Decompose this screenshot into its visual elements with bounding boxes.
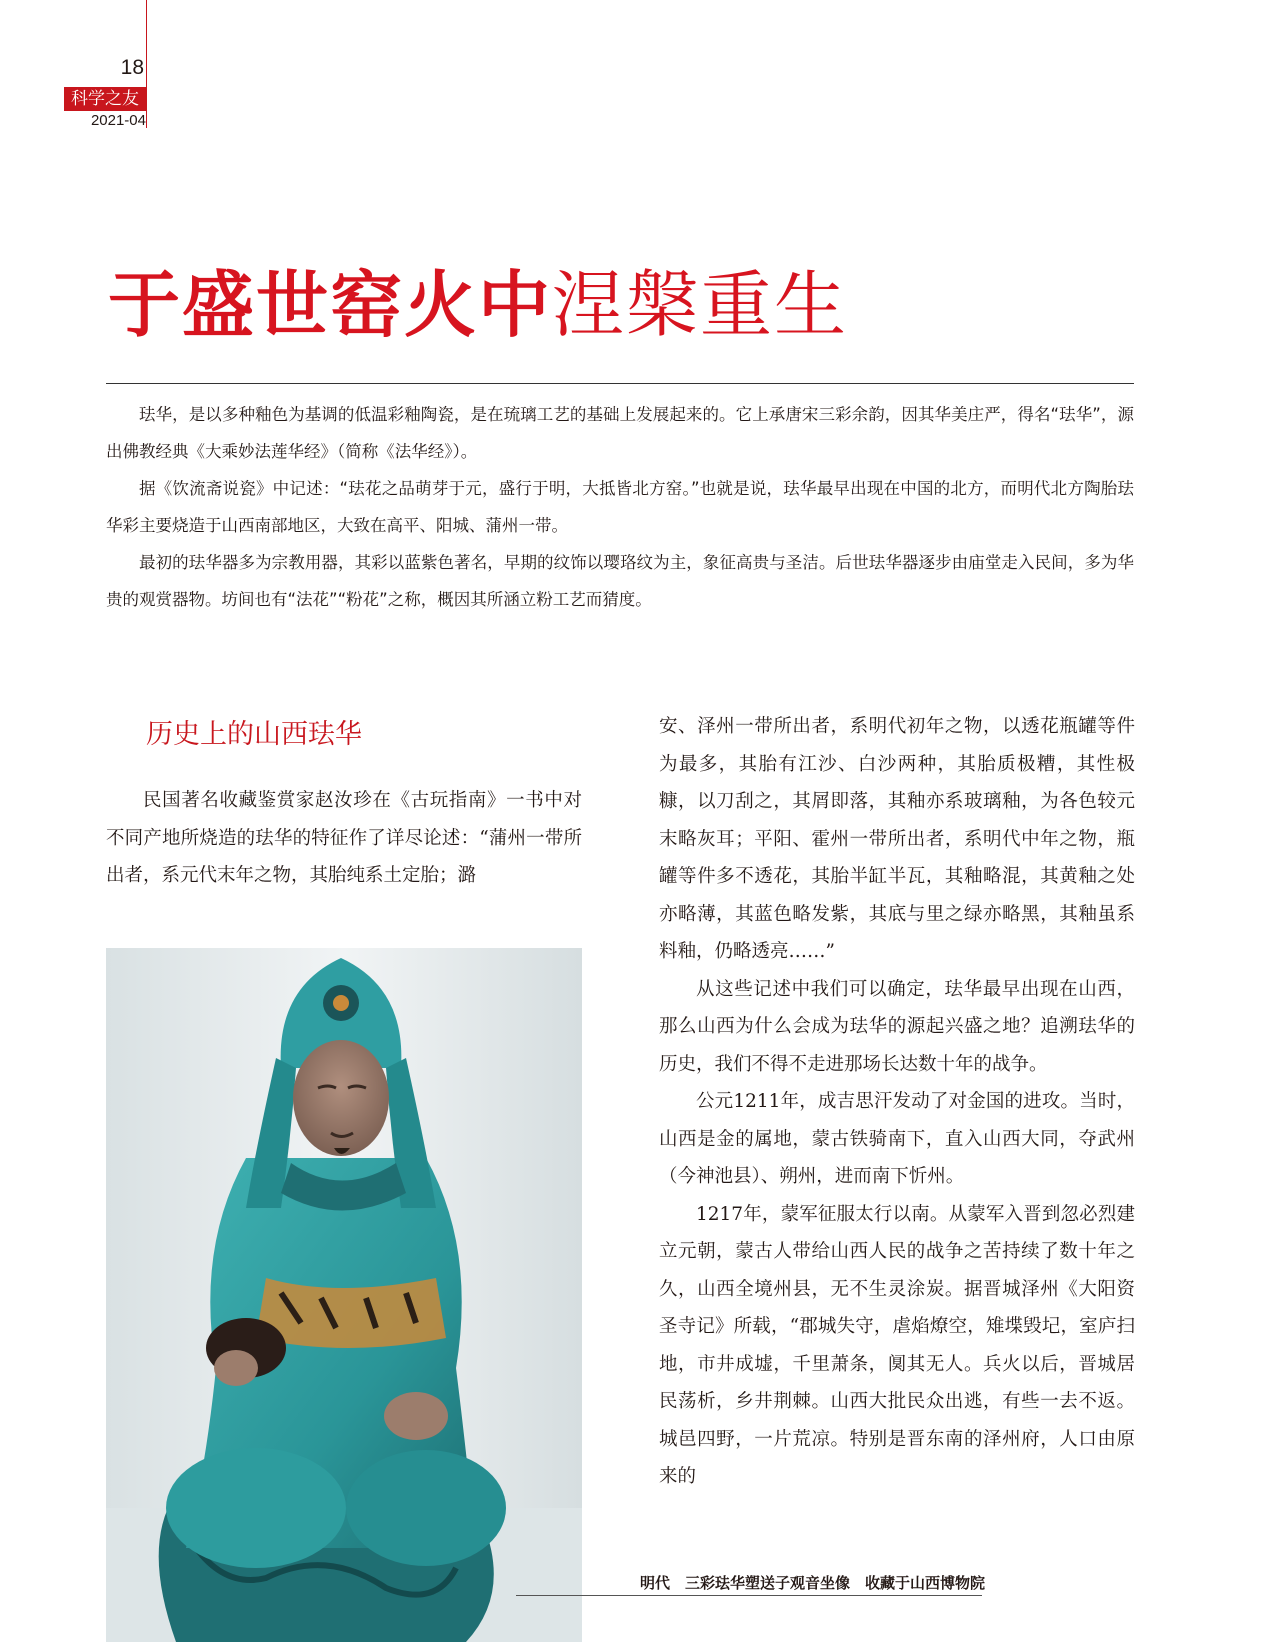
body-paragraph: 从这些记述中我们可以确定，珐华最早出现在山西，那么山西为什么会成为珐华的源起兴盛之地？追溯珐华的历史，我们不得不走进那场长达数十年的战争。 [659, 978, 1135, 1075]
body-paragraph: 安、泽州一带所出者，系明代初年之物，以透花瓶罐等件为最多，其胎有江沙、白沙两种，其胎质极糟，其性极糠，以刀刮之，其屑即落，其釉亦系玻璃釉，为各色较元末略灰耳；平阳、霍州一带所出者，系明代中年之物，瓶罐等件多不透花，其胎半缸半瓦，其釉略混，其黄釉之处亦略薄，其蓝色略发紫，其底与里之绿亦略黑，其釉虽系料釉，仍略透亮……” [659, 716, 1135, 962]
header-rule [146, 0, 147, 128]
intro-paragraph: 最初的珐华器多为宗教用器，其彩以蓝紫色著名，早期的纹饰以璎珞纹为主，象征高贵与圣洁。后世珐华器逐步由庙堂走入民间，多为华贵的观赏器物。坊间也有“法花”“粉花”之称，概因其所涵立粉工艺而猜度。 [106, 553, 1134, 609]
section-heading: 历史上的山西珐华 [146, 719, 362, 750]
left-column [106, 782, 582, 895]
article-title [108, 262, 848, 348]
article-title-bold: 于盛世窑火中 [108, 263, 553, 347]
magazine-name-badge: 科学之友 [64, 87, 146, 111]
issue-date: 2021-04 [90, 112, 146, 129]
title-divider [106, 383, 1134, 384]
photo-caption: 明代 三彩珐华塑送子观音坐像 收藏于山西博物院 [640, 1574, 986, 1592]
guanyin-statue-photo [106, 948, 582, 1642]
intro-text [106, 396, 1134, 618]
statue-illustration [106, 948, 582, 1642]
body-paragraph: 民国著名收藏鉴赏家赵汝珍在《古玩指南》一书中对不同产地所烧造的珐华的特征作了详尽论述：“蒲州一带所出者，系元代末年之物，其胎纯系土定胎；潞 [106, 790, 582, 886]
body-paragraph: 1217年，蒙军征服太行以南。从蒙军入晋到忽必烈建立元朝，蒙古人带给山西人民的战争之苦持续了数十年之久，山西全境州县，无不生灵涂炭。据晋城泽州《大阳资圣寺记》所载，“郡城失守，虐焰燎空，雉堞毁圮，室庐扫地，市井成墟，千里萧条，阒其无人。兵火以后，晋城居民荡析，乡井荆棘。山西大批民众出逃，有些一去不返。城邑四野，一片荒凉。特别是晋东南的泽州府，人口由原来的 [659, 1203, 1135, 1487]
article-title-light: 涅槃重生 [552, 263, 849, 347]
intro-paragraph: 珐华，是以多种釉色为基调的低温彩釉陶瓷，是在琉璃工艺的基础上发展起来的。它上承唐宋三彩余韵，因其华美庄严，得名“珐华”，源出佛教经典《大乘妙法莲华经》（简称《法华经》）。 [106, 405, 1134, 461]
page-number: 18 [120, 56, 144, 79]
caption-rule [516, 1595, 982, 1596]
body-paragraph: 公元1211年，成吉思汗发动了对金国的进攻。当时，山西是金的属地，蒙古铁骑南下，直入山西大同，夺武州（今神池县）、朔州，进而南下忻州。 [659, 1091, 1135, 1187]
right-column [659, 708, 1135, 1496]
intro-paragraph: 据《饮流斋说瓷》中记述：“珐花之品萌芽于元，盛行于明，大抵皆北方窑。”也就是说，珐华最早出现在中国的北方，而明代北方陶胎珐华彩主要烧造于山西南部地区，大致在高平、阳城、蒲州一带。 [106, 479, 1134, 535]
